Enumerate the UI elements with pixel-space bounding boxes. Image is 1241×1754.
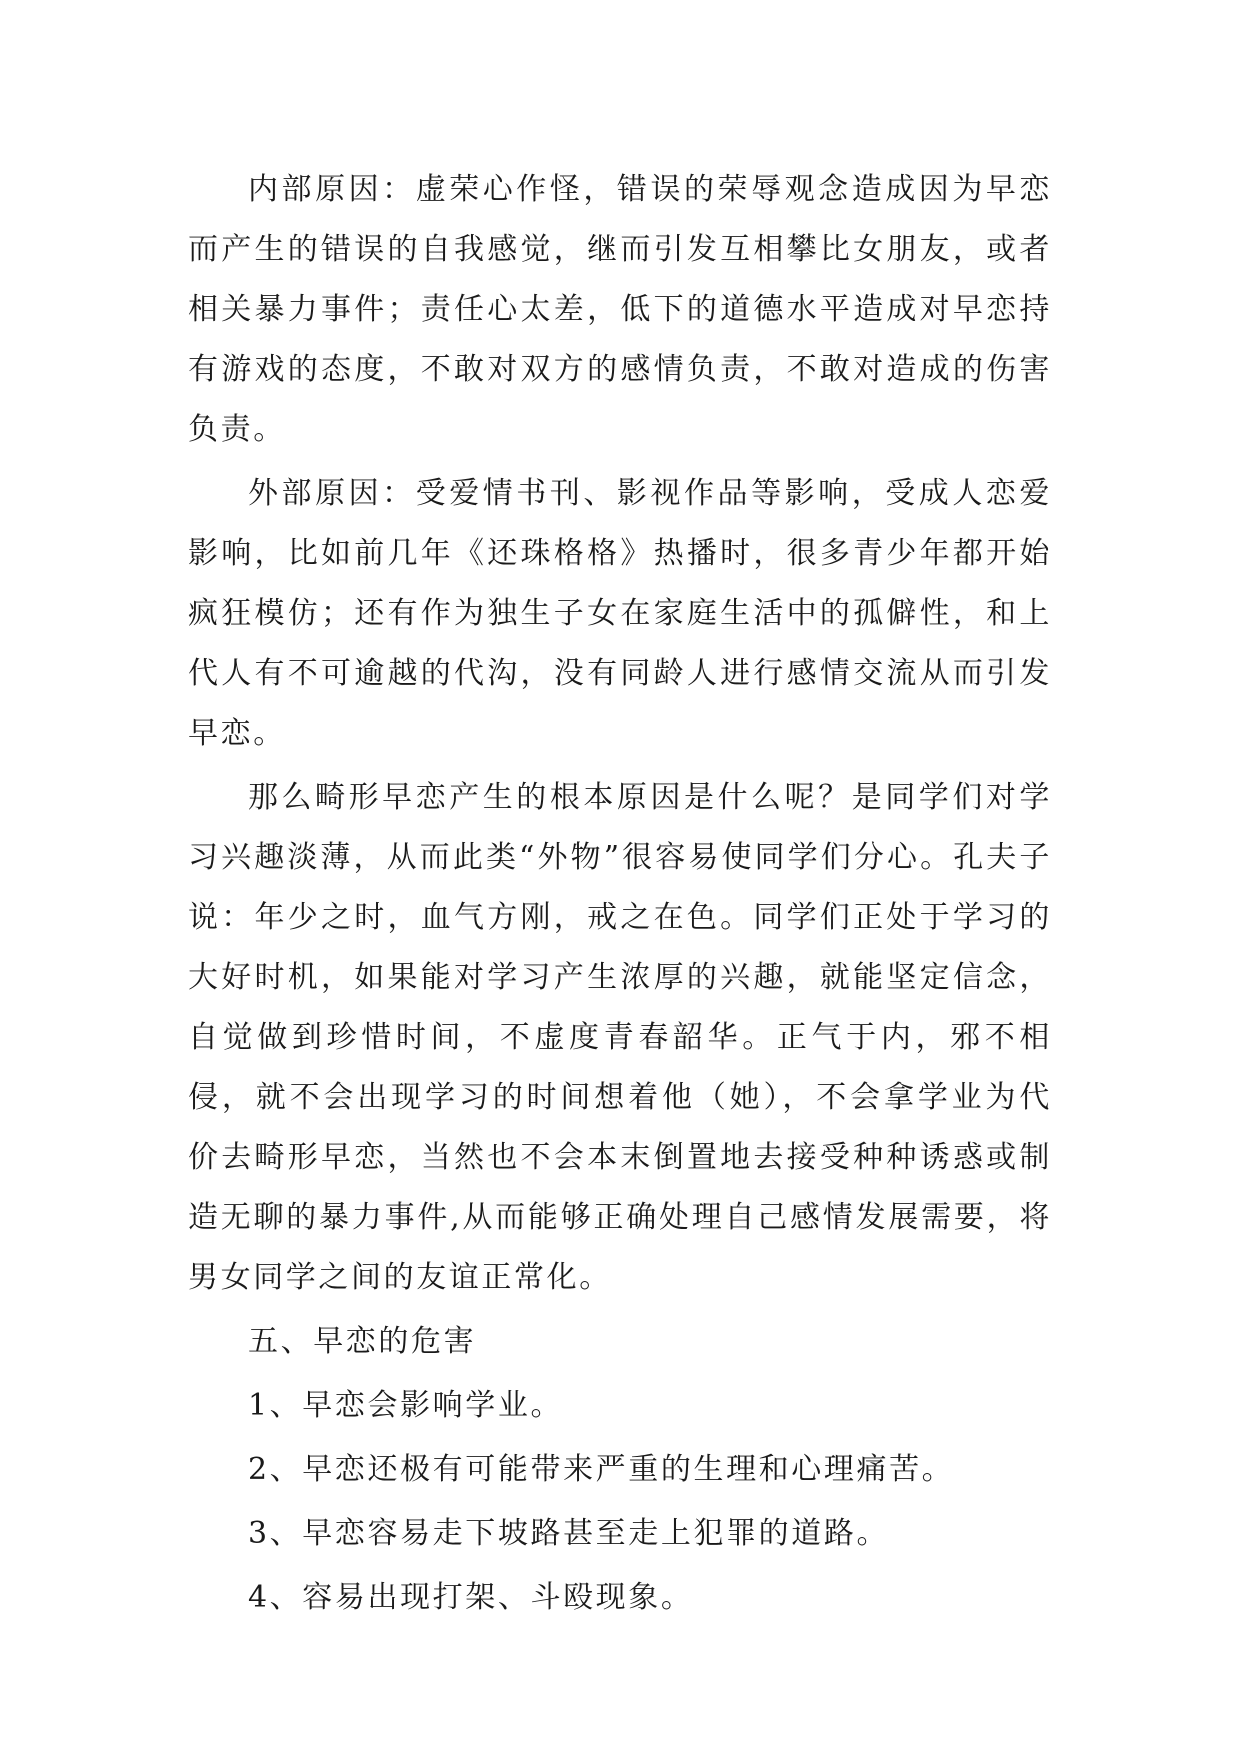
section-heading-harms: 五、早恋的危害 (248, 1324, 477, 1359)
paragraph-external-causes: 外部原因：受爱情书刊、影视作品等影响，受成人恋爱影响，比如前几年《还珠格格》热播时，很多青少年都开始疯狂模仿；还有作为独生子女在家庭生活中的孤僻性，和上代人有不可逾越的代沟，没有同龄人进行感情交流从而引发早恋。 (188, 476, 1052, 751)
paragraph-internal-causes: 内部原因：虚荣心作怪，错误的荣辱观念造成因为早恋而产生的错误的自我感觉，继而引发互相攀比女朋友，或者相关暴力事件；责任心太差，低下的道德水平造成对早恋持有游戏的态度，不敢对双方的感情负责，不敢对造成的伤害负责。 (188, 172, 1052, 447)
list-item-harm-2: 2、早恋还极有可能带来严重的生理和心理痛苦。 (248, 1452, 955, 1487)
list-item-harm-3: 3、早恋容易走下坡路甚至走上犯罪的道路。 (248, 1516, 890, 1551)
document-body (188, 160, 1052, 1628)
list-item-harm-1: 1、早恋会影响学业。 (248, 1388, 564, 1423)
list-item-harm-4: 4、容易出现打架、斗殴现象。 (248, 1580, 694, 1615)
paragraph-root-cause: 那么畸形早恋产生的根本原因是什么呢？是同学们对学习兴趣淡薄，从而此类“外物”很容易使同学们分心。孔夫子说：年少之时，血气方刚，戒之在色。同学们正处于学习的大好时机，如果能对学习产生浓厚的兴趣，就能坚定信念，自觉做到珍惜时间，不虚度青春韶华。正气于内，邪不相侵，就不会出现学习的时间想着他（她），不会拿学业为代价去畸形早恋，当然也不会本末倒置地去接受种种诱惑或制造无聊的暴力事件,从而能够正确处理自己感情发展需要，将男女同学之间的友谊正常化。 (188, 780, 1052, 1295)
